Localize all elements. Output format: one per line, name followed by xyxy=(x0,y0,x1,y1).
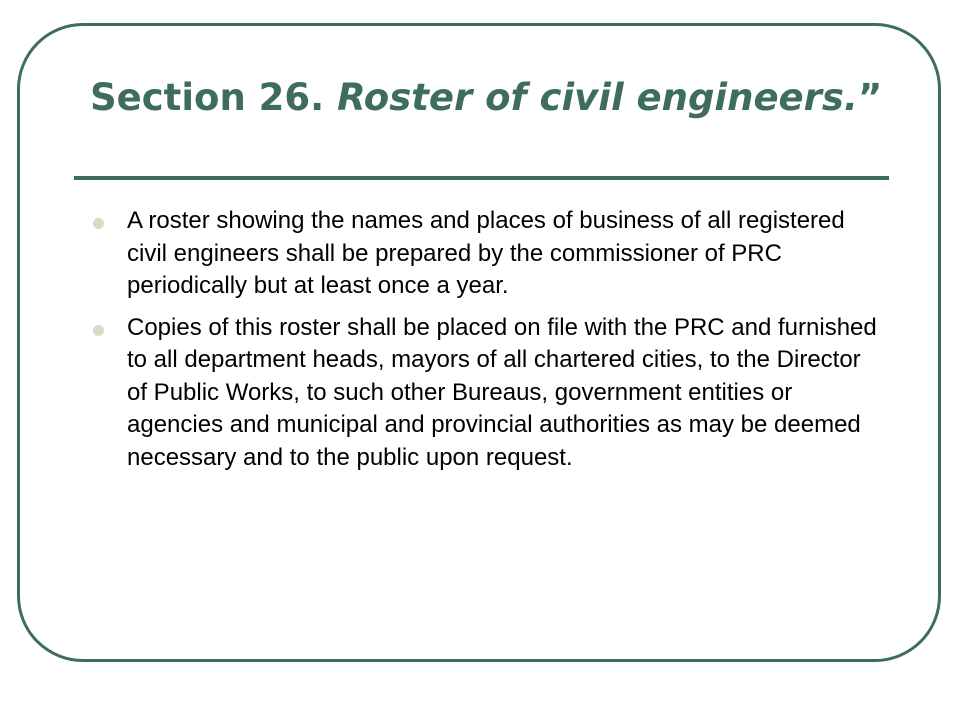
title-suffix: ” xyxy=(857,76,883,119)
bullet-dot-icon xyxy=(93,218,104,229)
bullet-dot-icon xyxy=(93,325,104,336)
bullet-text: Copies of this roster shall be placed on file with the PRC and furnished to all department heads, mayors of all chartered cities, to the Director of Public Works, to such other Bureaus, government entities or agencies and municipal and provincial authorities as may be deemed necessary and to the public upon request. xyxy=(127,313,877,471)
title-underline xyxy=(74,176,889,180)
title-italic: Roster of civil engineers. xyxy=(337,76,858,119)
bullet-list xyxy=(90,205,880,483)
title-prefix: Section 26. xyxy=(90,76,325,119)
bullet-item xyxy=(90,205,880,303)
slide-title xyxy=(90,70,890,125)
bullet-text: A roster showing the names and places of business of all registered civil engineers shall be prepared by the commissioner of PRC periodically but at least once a year. xyxy=(127,207,845,299)
bullet-item xyxy=(90,312,880,475)
